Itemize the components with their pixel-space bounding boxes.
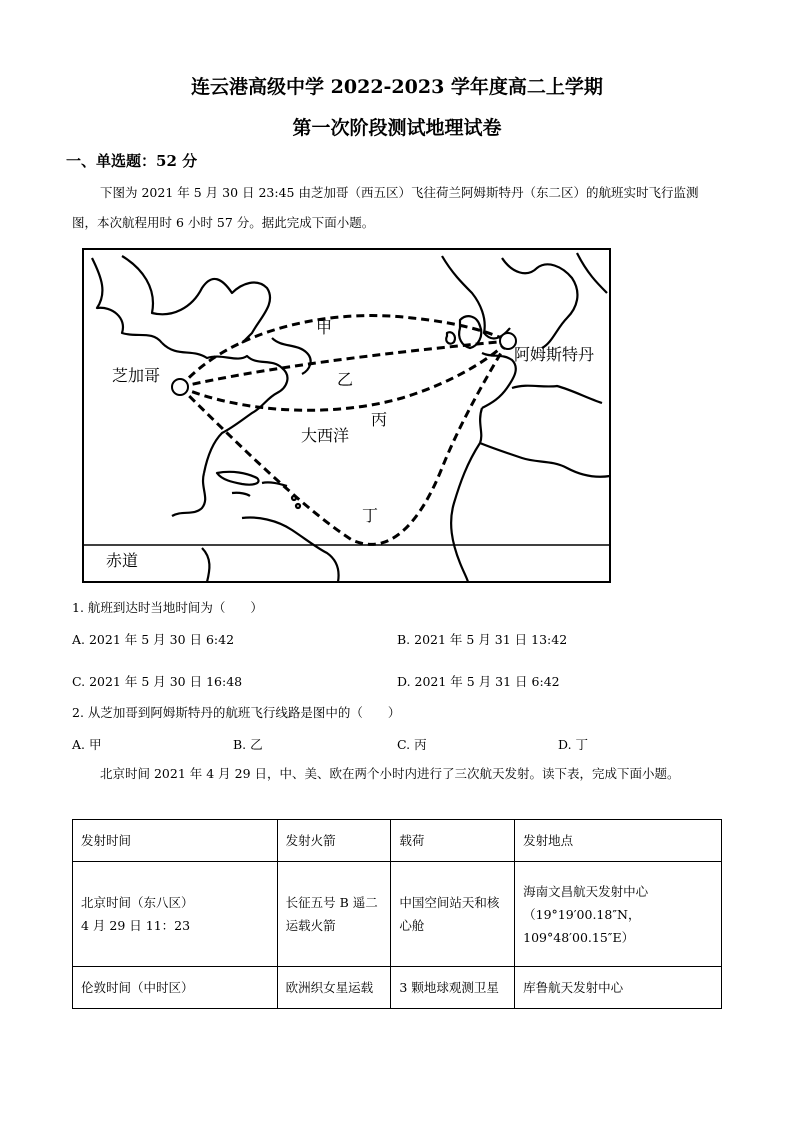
label-amsterdam: 阿姆斯特丹 [514, 345, 595, 364]
label-chicago: 芝加哥 [112, 366, 161, 385]
table-header-row [73, 820, 722, 862]
exam-title-line1: 连云港高级中学 2022-2023 学年度高二上学期 [191, 76, 603, 98]
section-heading: 一、单选题：52 分 [66, 152, 198, 170]
table-cell-payload: 中国空间站天和核心舱 [391, 862, 515, 967]
label-route-yi: 乙 [337, 370, 354, 389]
table-cell-time [73, 862, 278, 967]
table-header-rocket: 发射火箭 [277, 820, 391, 862]
time-zone-text: 北京时间（东八区） [81, 895, 194, 910]
q1-option-b[interactable]: B. 2021 年 5 月 31 日 13:42 [397, 632, 568, 647]
chicago-marker [172, 379, 188, 395]
table-header-time: 发射时间 [73, 820, 278, 862]
exam-title-line2: 第一次阶段测试地理试卷 [292, 117, 502, 139]
table-cell-time: 伦敦时间（中时区） [73, 967, 278, 1009]
q2-option-d[interactable]: D. 丁 [558, 737, 589, 752]
table-cell-site: 库鲁航天发射中心 [515, 967, 722, 1009]
label-route-ding: 丁 [362, 506, 379, 525]
question-intro-launch: 北京时间 2021 年 4 月 29 日，中、美、欧在两个小时内进行了三次航天发射。读下表，完成下面小题。 [100, 766, 680, 781]
site-name-text: 海南文昌航天发射中心 [523, 883, 649, 899]
label-route-bing: 丙 [371, 410, 388, 429]
question-intro-flight: 下图为 2021 年 5 月 30 日 23:45 由芝加哥（西五区）飞往荷兰阿姆斯特丹（东二区）的航班实时飞行监测图，本次航程用时 6 小时 57 分。据此完成下面小题。 [72, 185, 699, 230]
site-lon-text: 109°48′00.15″E） [523, 929, 635, 945]
table-header-site: 发射地点 [515, 820, 722, 862]
launch-table [72, 819, 722, 1009]
q2-option-c[interactable]: C. 丙 [397, 737, 427, 752]
site-lat-text: （19°19′00.18″N， [523, 906, 641, 922]
table-row [73, 862, 722, 967]
q1-option-d[interactable]: D. 2021 年 5 月 31 日 6:42 [397, 674, 560, 689]
table-cell-rocket: 长征五号 B 遥二运载火箭 [277, 862, 391, 967]
q2-option-a[interactable]: A. 甲 [72, 737, 102, 752]
question-1-stem: 1. 航班到达时当地时间为（ ） [72, 600, 263, 615]
time-value-text: 4 月 29 日 11：23 [81, 918, 191, 933]
q1-option-a[interactable]: A. 2021 年 5 月 30 日 6:42 [72, 632, 235, 647]
table-header-payload: 载荷 [391, 820, 515, 862]
map-border [83, 249, 610, 582]
label-equator: 赤道 [106, 551, 139, 570]
flight-route-map [82, 248, 611, 583]
table-row [73, 967, 722, 1009]
table-cell-rocket: 欧洲织女星运载 [277, 967, 391, 1009]
question-2-stem: 2. 从芝加哥到阿姆斯特丹的航班飞行线路是图中的（ ） [72, 705, 401, 720]
table-cell-payload: 3 颗地球观测卫星 [391, 967, 515, 1009]
q2-option-b[interactable]: B. 乙 [233, 737, 263, 752]
table-cell-site [515, 862, 722, 967]
label-route-jia: 甲 [316, 318, 333, 337]
label-atlantic: 大西洋 [301, 426, 350, 445]
q1-option-c[interactable]: C. 2021 年 5 月 30 日 16:48 [72, 674, 243, 689]
map-svg [82, 248, 611, 583]
